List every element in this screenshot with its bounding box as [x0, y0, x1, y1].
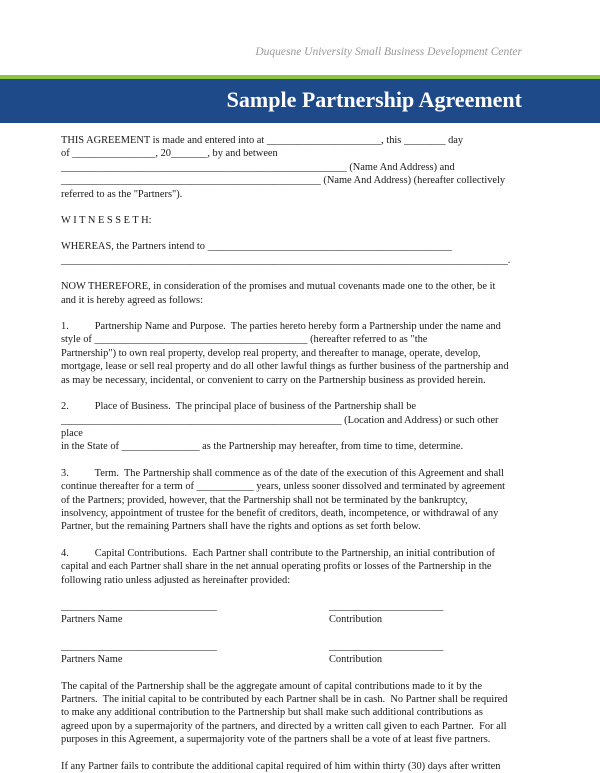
text-line: insolvency, appointment of trustee for the benefit of creditors, death, incompetence, or withdrawal of any	[61, 507, 499, 519]
text-line: mortgage, lease or sell real property and do all other lawful things as further business of the partnership and	[61, 361, 509, 373]
witnesseth-heading: W I T N E S S E T H:	[61, 215, 152, 227]
signature-line-row	[61, 600, 521, 613]
text-line: If any Partner fails to contribute the additional capital required of him within thirty (30) days after written	[61, 760, 501, 772]
section-1-name-and-purpose	[61, 320, 521, 387]
signature-block	[61, 600, 521, 667]
text-line: referred to as the "Partners").	[61, 188, 183, 200]
text-line: ______________________________________________________ (Location and Address) or such other place	[61, 414, 502, 439]
text-line: of the Partners; provided, however, that the Partnership shall not be terminated by the bankruptcy,	[61, 494, 468, 506]
text-line: THIS AGREEMENT is made and entered into at ______________________, this ________ day	[61, 135, 464, 146]
partner-name-line: ______________________________	[61, 600, 217, 612]
agreement-body	[61, 134, 521, 773]
text-line: following ratio unless adjusted as hereinafter provided:	[61, 574, 291, 586]
text-line: 4. Capital Contributions. Each Partner shall contribute to the Partnership, an initial contribution of	[61, 547, 496, 559]
contribution-line: ______________________	[329, 600, 444, 612]
text-line: 2. Place of Business. The principal place of business of the Partnership shall be	[61, 401, 417, 413]
text-line: to make any additional contribution to the Partnership but shall make such additional contributions as	[61, 707, 483, 719]
now-therefore-paragraph	[61, 280, 521, 307]
signature-label-row	[61, 613, 521, 626]
text-line: of ________________, 20_______, by and between	[61, 148, 278, 160]
text-line: Partnership") to own real property, develop real property, and thereafter to manage, operate, develop,	[61, 347, 481, 359]
intro-paragraph	[61, 134, 521, 201]
text-line: capital and each Partner shall share in the net annual operating profits or losses of the Partnership in the	[61, 561, 492, 573]
text-line: The capital of the Partnership shall be the aggregate amount of capital contributions made to it by the	[61, 680, 482, 692]
text-line: style of _________________________________________ (hereafter referred to as "the	[61, 334, 428, 346]
section-4-capital-contributions	[61, 547, 521, 587]
text-line: in the State of _______________ as the Partnership may hereafter, from time to time, determine.	[61, 441, 464, 453]
partner-name-line: ______________________________	[61, 640, 217, 652]
text-line: WHEREAS, the Partners intend to _______________________________________________	[61, 241, 452, 253]
text-line: continue thereafter for a term of ___________ years, unless sooner dissolved and terminated by agreement	[61, 481, 506, 493]
partner-name-label: Partners Name	[61, 654, 123, 666]
text-line: 3. Term. The Partnership shall commence as of the date of the execution of this Agreement and shall	[61, 467, 504, 479]
signature-label-row	[61, 653, 521, 666]
title-banner	[0, 75, 600, 123]
text-line: as may be necessary, incidental, or convenient to carry on the Partnership business as provided herein.	[61, 374, 486, 386]
organization-name: Duquesne University Small Business Development Center	[255, 46, 522, 58]
text-line: ______________________________________________________________________________________.	[61, 254, 511, 266]
partner-name-label: Partners Name	[61, 614, 123, 626]
text-line: _______________________________________________________ (Name And Address) and	[61, 161, 455, 173]
section-3-term	[61, 467, 521, 534]
text-line: Partner, but the remaining Partners shall have the rights and options as set forth below.	[61, 521, 421, 533]
text-line: 1. Partnership Name and Purpose. The parties hereto hereby form a Partnership under the name and	[61, 321, 501, 333]
document-title: Sample Partnership Agreement	[226, 87, 522, 112]
text-line: Partners. The initial capital to be contributed by each Partner shall be in cash. No Partner shall be required	[61, 694, 508, 705]
contribution-label: Contribution	[329, 614, 383, 626]
text-line: and it is hereby agreed as follows:	[61, 294, 203, 306]
additional-capital-paragraph	[61, 760, 521, 773]
text-line: purposes in this Agreement, a supermajority vote of the partners shall be a vote of at least five partners.	[61, 734, 491, 746]
contribution-label: Contribution	[329, 654, 383, 666]
text-line: NOW THEREFORE, in consideration of the promises and mutual covenants made one to the other, be it	[61, 281, 496, 293]
text-line: __________________________________________________ (Name And Address) (hereafter collectively	[61, 175, 506, 187]
text-line: agreed upon by a supermajority of the partners, and directed by a written call given to each Partner. For all	[61, 720, 507, 732]
signature-line-row	[61, 640, 521, 653]
whereas-paragraph	[61, 240, 521, 267]
capital-paragraph	[61, 680, 521, 747]
contribution-line: ______________________	[329, 640, 444, 652]
section-2-place-of-business	[61, 400, 521, 454]
